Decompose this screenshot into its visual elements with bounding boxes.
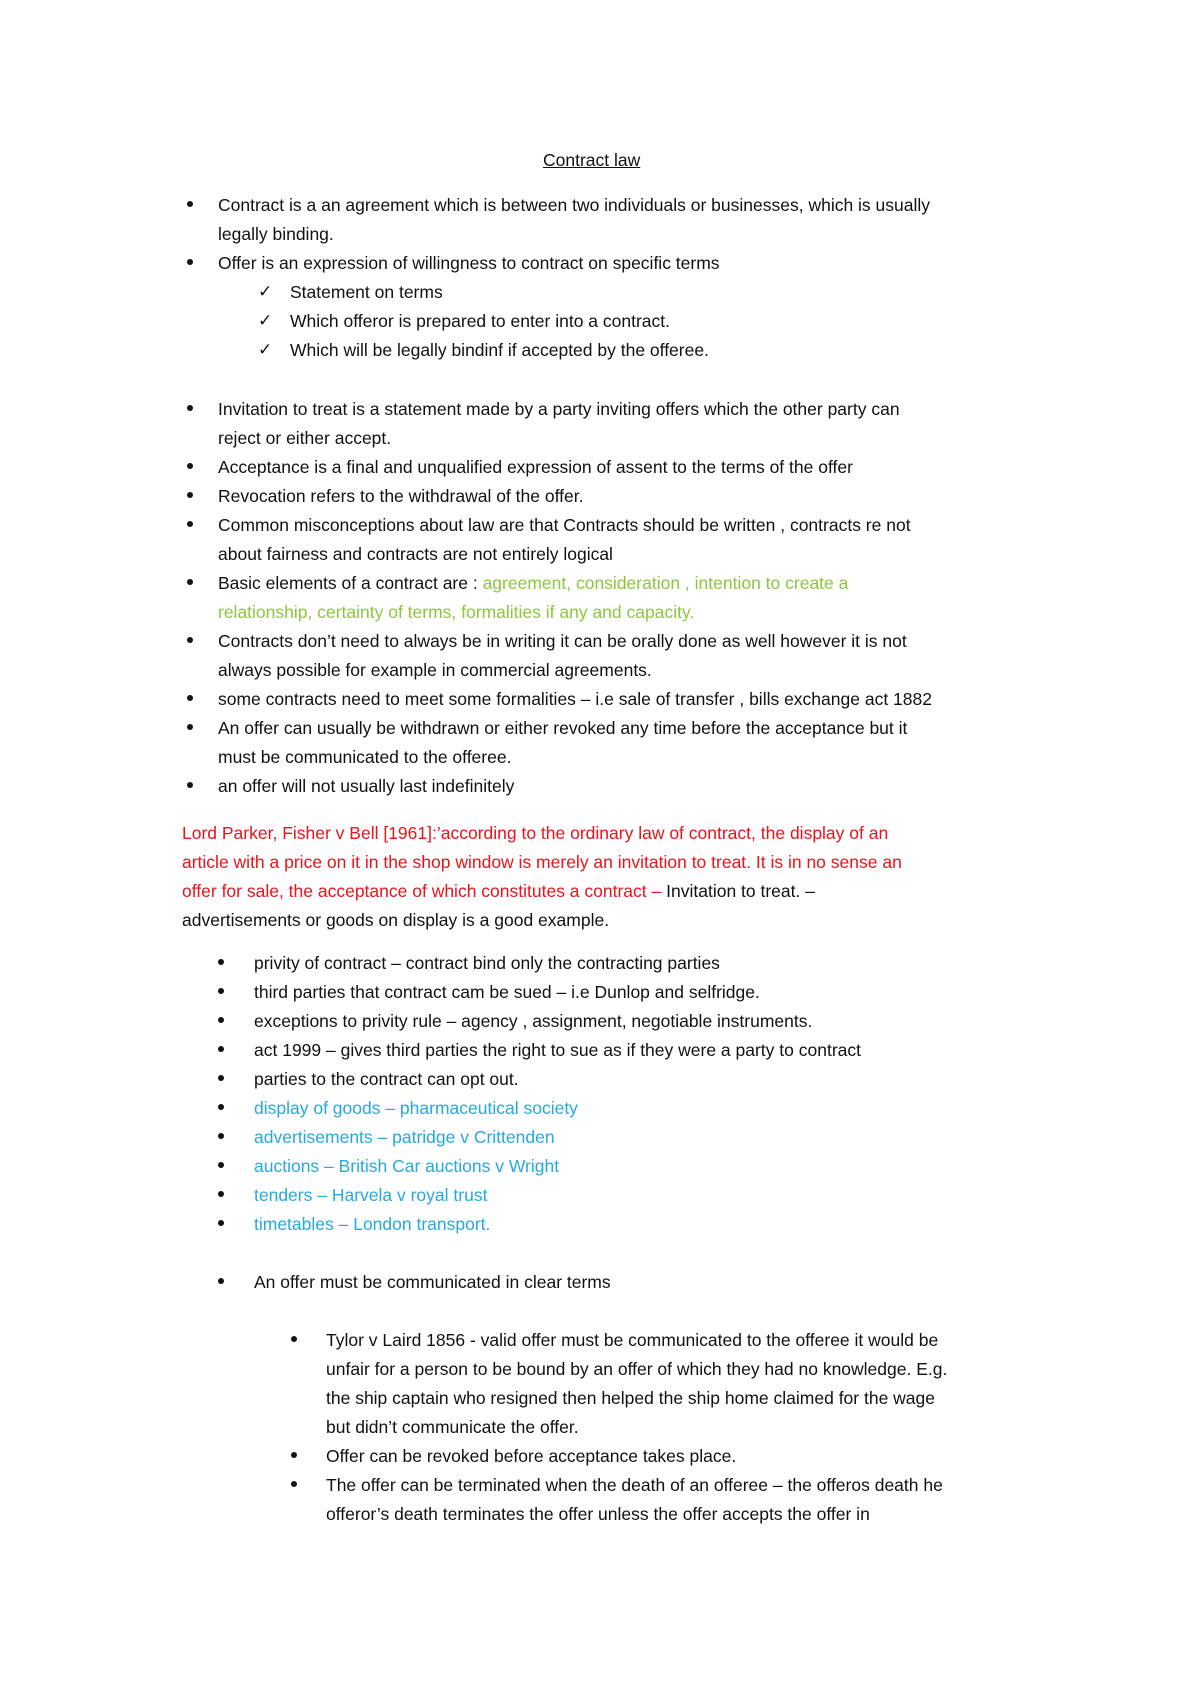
bullet-text: exceptions to privity rule – agency , assignment, negotiable instruments.	[254, 1011, 813, 1031]
nested-bullet-text: The offer can be terminated when the death of an offeree – the offeros death he	[326, 1475, 943, 1495]
checkmark-icon: ✓	[258, 282, 273, 301]
bullet-dot	[218, 959, 224, 965]
bullet-dot	[187, 724, 193, 730]
bullet-dot	[291, 1452, 297, 1458]
bullet-dot	[218, 1075, 224, 1081]
basic-elements-line	[218, 572, 848, 594]
bullet-dot	[187, 492, 193, 498]
bullet-text: reject or either accept.	[218, 428, 392, 448]
case-quote: article with a price on it in the shop window is merely an invitation to treat. It is in no sense an	[182, 852, 902, 872]
case-example: auctions – British Car auctions v Wright	[254, 1156, 560, 1176]
bullet-dot	[218, 1046, 224, 1052]
bullet-text: An offer can usually be withdrawn or either revoked any time before the acceptance but it	[218, 718, 908, 738]
bullet-dot	[218, 988, 224, 994]
quote-comment: advertisements or goods on display is a good example.	[182, 910, 610, 930]
nested-bullet-text: Offer can be revoked before acceptance takes place.	[326, 1446, 737, 1466]
page-title: Contract law	[543, 150, 641, 170]
bullet-text: Contracts don’t need to always be in writing it can be orally done as well however it is not	[218, 631, 907, 651]
bullet-text: Invitation to treat is a statement made by a party inviting offers which the other party can	[218, 399, 900, 419]
basic-elements-list: agreement, consideration , intention to create a	[482, 573, 849, 593]
bullet-text: Acceptance is a final and unqualified expression of assent to the terms of the offer	[218, 457, 853, 477]
checklist-item: Which offeror is prepared to enter into a contract.	[290, 311, 671, 331]
case-quote-line	[182, 880, 815, 902]
bullet-dot	[291, 1336, 297, 1342]
nested-bullet-text: but didn’t communicate the offer.	[326, 1417, 579, 1437]
bullet-text: privity of contract – contract bind only the contracting parties	[254, 953, 720, 973]
bullet-dot	[187, 579, 193, 585]
checkmark-icon: ✓	[258, 311, 273, 330]
bullet-text: Revocation refers to the withdrawal of the offer.	[218, 486, 584, 506]
checklist-item: Statement on terms	[290, 282, 443, 302]
bullet-text: about fairness and contracts are not entirely logical	[218, 544, 613, 564]
case-quote: Lord Parker, Fisher v Bell [1961]:’according to the ordinary law of contract, the display of an	[182, 823, 889, 843]
bullet-text: Common misconceptions about law are that Contracts should be written , contracts re not	[218, 515, 911, 535]
bullet-text: legally binding.	[218, 224, 334, 244]
bullet-dot	[187, 637, 193, 643]
bullet-text: always possible for example in commercial agreements.	[218, 660, 652, 680]
bullet-text: must be communicated to the offeree.	[218, 747, 512, 767]
bullet-dot	[187, 259, 193, 265]
quote-comment: Invitation to treat. –	[661, 881, 815, 901]
nested-bullet-text: offeror’s death terminates the offer unless the offer accepts the offer in	[326, 1504, 870, 1524]
nested-bullet-text: the ship captain who resigned then helped the ship home claimed for the wage	[326, 1388, 936, 1408]
nested-bullet-text: Tylor v Laird 1856 - valid offer must be communicated to the offeree it would be	[326, 1330, 939, 1350]
checkmark-icon: ✓	[258, 340, 273, 359]
bullet-dot	[218, 1278, 224, 1284]
bullet-dot	[218, 1220, 224, 1226]
bullet-dot	[291, 1481, 297, 1487]
bullet-text: act 1999 – gives third parties the right to sue as if they were a party to contract	[254, 1040, 861, 1060]
case-example: advertisements – patridge v Crittenden	[254, 1127, 555, 1147]
bullet-text: An offer must be communicated in clear terms	[254, 1272, 611, 1292]
bullet-dot	[218, 1133, 224, 1139]
bullet-text: Contract is a an agreement which is between two individuals or businesses, which is usually	[218, 195, 931, 215]
basic-elements-list: relationship, certainty of terms, formalities if any and capacity.	[218, 602, 695, 622]
bullet-dot	[218, 1017, 224, 1023]
basic-elements-prefix: Basic elements of a contract are :	[218, 573, 483, 593]
bullet-text: third parties that contract cam be sued – i.e Dunlop and selfridge.	[254, 982, 760, 1002]
bullet-dot	[187, 201, 193, 207]
bullet-dot	[187, 521, 193, 527]
bullet-dot	[187, 405, 193, 411]
case-quote: offer for sale, the acceptance of which constitutes a contract –	[182, 881, 662, 901]
bullet-dot	[187, 463, 193, 469]
bullet-dot	[187, 695, 193, 701]
bullet-text: parties to the contract can opt out.	[254, 1069, 519, 1089]
bullet-dot	[218, 1104, 224, 1110]
bullet-dot	[218, 1162, 224, 1168]
case-example: tenders – Harvela v royal trust	[254, 1185, 488, 1205]
case-example: timetables – London transport.	[254, 1214, 491, 1234]
bullet-text: an offer will not usually last indefinitely	[218, 776, 515, 796]
bullet-text: some contracts need to meet some formalities – i.e sale of transfer , bills exchange act 1882	[218, 689, 932, 709]
bullet-dot	[187, 782, 193, 788]
bullet-text: Offer is an expression of willingness to contract on specific terms	[218, 253, 720, 273]
nested-bullet-text: unfair for a person to be bound by an offer of which they had no knowledge. E.g.	[326, 1359, 948, 1379]
bullet-dot	[218, 1191, 224, 1197]
case-example: display of goods – pharmaceutical society	[254, 1098, 578, 1118]
checklist-item: Which will be legally bindinf if accepted by the offeree.	[290, 340, 709, 360]
